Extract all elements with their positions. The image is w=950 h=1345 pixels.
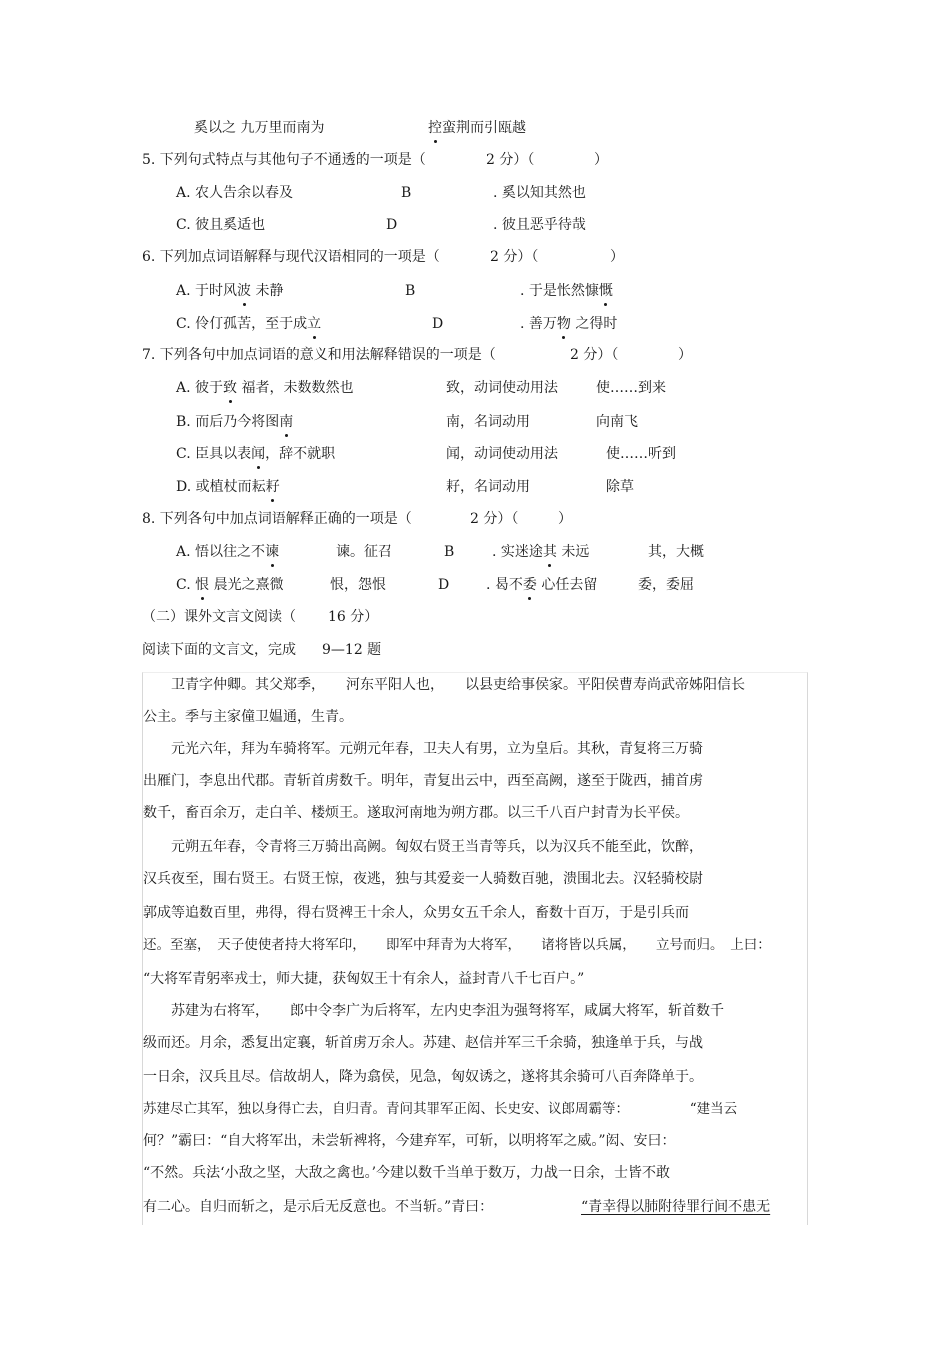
passage-line: 郭成等追数百里，弗得，得右贤裨王十余人，众男女五千余人，畜数十百万，于是引兵而 [143, 905, 689, 921]
q5-option-d: . 彼且恶乎待哉 [493, 217, 586, 233]
dotted-char: 闻 [251, 446, 266, 462]
dotted-char: 恨 [195, 577, 210, 593]
top-line-right [428, 118, 526, 138]
q8-option-a-exp: 谏。征召 [336, 544, 392, 560]
passage-line: 一日余，汉兵且尽。信故胡人，降为翕侯，见急，匈奴诱之，遂将其余骑可八百奔降单于。 [143, 1069, 703, 1085]
passage-line: 何？”霸曰：“自大将军出，未尝斩裨将，今建弃军，可斩，以明将军之威。”闳、安曰： [143, 1133, 676, 1149]
q8-option-b: . 实迷途其 未远 [492, 544, 590, 560]
q8-option-b-label: B [444, 544, 455, 560]
q6-option-d-label: D [432, 316, 444, 332]
passage-line: 出雁门，李息出代郡。青斩首虏数千。明年，青复出云中，西至高阙，遂至于陇西，捕首虏 [143, 773, 703, 789]
q8-option-c: C. 恨 晨光之熹微 [176, 577, 284, 593]
question-6-end: ） [610, 249, 624, 265]
q5-option-a: A. 农人告余以春及 [176, 185, 294, 201]
dotted-char: 波 [237, 283, 252, 299]
question-7-stem: 7. 下列各句中加点词语的意义和用法解释错误的一项是（ [142, 347, 496, 363]
question-5-score: 2 分）（ [486, 152, 535, 168]
dotted-char: 谏 [265, 544, 280, 560]
dotted-char: 物 [556, 316, 571, 332]
q7-option-c-meaning: 使……听到 [606, 446, 676, 462]
q7-option-d: D. 或植杖而耘耔 [176, 479, 280, 495]
q6-option-b: . 于是怅然慷慨 [520, 283, 613, 299]
passage-box [142, 672, 808, 1225]
dotted-char: 致 [223, 380, 238, 396]
dotted-char: 委 [522, 577, 537, 593]
dotted-char: 其 [542, 544, 557, 560]
q6-option-c: C. 伶仃孤苦，至于成立 [176, 316, 322, 332]
question-7-score: 2 分）（ [570, 347, 619, 363]
passage-line: 苏建为右将军， 郎中令李广为后将军，左内史李沮为强弩将军，咸属大将军，斩首数千 [143, 1003, 724, 1019]
question-8-end: ） [558, 511, 572, 527]
q8-option-c-exp: 恨，怨恨 [330, 577, 386, 593]
q8-option-a: A. 悟以往之不谏 [176, 544, 280, 560]
question-5-end: ） [594, 152, 608, 168]
q7-option-b-exp: 南，名词动用 [446, 414, 530, 430]
passage-line: 数千，畜百余万，走白羊、楼烦王。遂取河南地为朔方郡。以三千八百户封青为长平侯。 [143, 805, 689, 821]
question-7-end: ） [678, 347, 692, 363]
passage-line-underlined: “青幸得以肺附待罪行间不患无 [581, 1199, 771, 1215]
q7-option-a-exp: 致，动词使动用法 [446, 380, 558, 396]
dotted-char: 立 [307, 316, 322, 332]
dotted-char: 耔 [265, 479, 280, 495]
question-6-score: 2 分）（ [490, 249, 539, 265]
q7-option-c: C. 臣具以表闻，辞不就职 [176, 446, 336, 462]
passage-line: 元朔五年春，令青将三万骑出高阙。匈奴右贤王当青等兵，以为汉兵不能至此，饮醉， [143, 839, 703, 855]
q7-option-a: A. 彼于致 福者，未数数然也 [176, 380, 354, 396]
passage-line: “大将军青躬率戎士，师大捷，获匈奴王十有余人，益封青八千七百户。” [143, 971, 585, 987]
q8-option-d-label: D [438, 577, 450, 593]
q7-option-d-exp: 耔，名词动用 [446, 479, 530, 495]
passage-line: 汉兵夜至，围右贤王。右贤王惊，夜逃，独与其爱妾一人骑数百驰，溃围北去。汉轻骑校尉 [143, 871, 703, 887]
q6-option-a: A. 于时风波 未静 [176, 283, 284, 299]
top-line-b: 九万里而南为 [240, 120, 325, 136]
question-8-score: 2 分）（ [470, 511, 519, 527]
question-6-stem: 6. 下列加点词语解释与现代汉语相同的一项是（ [142, 249, 440, 265]
q7-option-a-meaning: 使……到来 [596, 380, 666, 396]
question-8-stem: 8. 下列各句中加点词语解释正确的一项是（ [142, 511, 412, 527]
q8-option-d: . 曷不委 心任去留 [486, 577, 598, 593]
q7-option-c-exp: 闻，动词使动用法 [446, 446, 558, 462]
q8-option-d-exp: 委，委屈 [638, 577, 694, 593]
top-line [194, 118, 324, 138]
section-title: （二）课外文言文阅读（ [142, 609, 296, 625]
section-instruction: 阅读下面的文言文，完成 [142, 642, 296, 658]
q5-option-b: . 奚以知其然也 [493, 185, 586, 201]
passage-line: 有二心。自归而斩之，是示后无反意也。不当斩。”青曰： [143, 1199, 494, 1215]
passage-line: 元光六年，拜为车骑将军。元朔元年春，卫夫人有男，立为皇后。其秋，青复将三万骑 [143, 741, 703, 757]
q7-option-d-meaning: 除草 [606, 479, 634, 495]
passage-line: 公主。季与主家僮卫媪通，生青。 [143, 709, 353, 725]
q5-option-c: C. 彼且奚适也 [176, 217, 266, 233]
q5-option-b-label: B [401, 185, 412, 201]
q7-option-b-meaning: 向南飞 [596, 414, 638, 430]
q8-option-b-exp: 其，大概 [648, 544, 704, 560]
passage-line: “不然。兵法‘小敌之坚，大敌之禽也。’今建以数千当单于数万，力战一日余，士皆不敢 [143, 1165, 671, 1181]
q6-option-d: . 善万物 之得时 [520, 316, 618, 332]
passage-line: 卫青字仲卿。其父郑季， 河东平阳人也， 以县吏给事侯家。平阳侯曹寿尚武帝姊阳信长 [143, 677, 745, 693]
section-instruction-range: 9—12 题 [322, 642, 382, 658]
dotted-char: 南 [279, 414, 294, 430]
q5-option-d-label: D [386, 217, 398, 233]
passage-line: 还。至塞， 天子使使者持大将军印， 即军中拜青为大将军， 诸将皆以兵属， 立号而归。 上曰： [143, 937, 771, 953]
section-score: 16 分） [328, 609, 379, 625]
top-line-c: 蛮荆而引瓯越 [442, 120, 526, 136]
q7-option-b: B. 而后乃今将图南 [176, 414, 294, 430]
dotted-char: 控 [428, 120, 442, 136]
dotted-char: 慨 [598, 283, 613, 299]
passage-line: 级而还。月余，悉复出定襄，斩首虏万余人。苏建、赵信并军三千余骑，独逢单于兵，与战 [143, 1035, 703, 1051]
q6-option-b-label: B [405, 283, 416, 299]
question-5-stem: 5. 下列句式特点与其他句子不通透的一项是（ [142, 152, 426, 168]
passage-line: 苏建尽亡其军，独以身得亡去，自归青。青问其罪军正闳、长史安、议郎周霸等： “建当云 [143, 1101, 738, 1117]
top-line-a: 奚以之 [194, 120, 236, 136]
